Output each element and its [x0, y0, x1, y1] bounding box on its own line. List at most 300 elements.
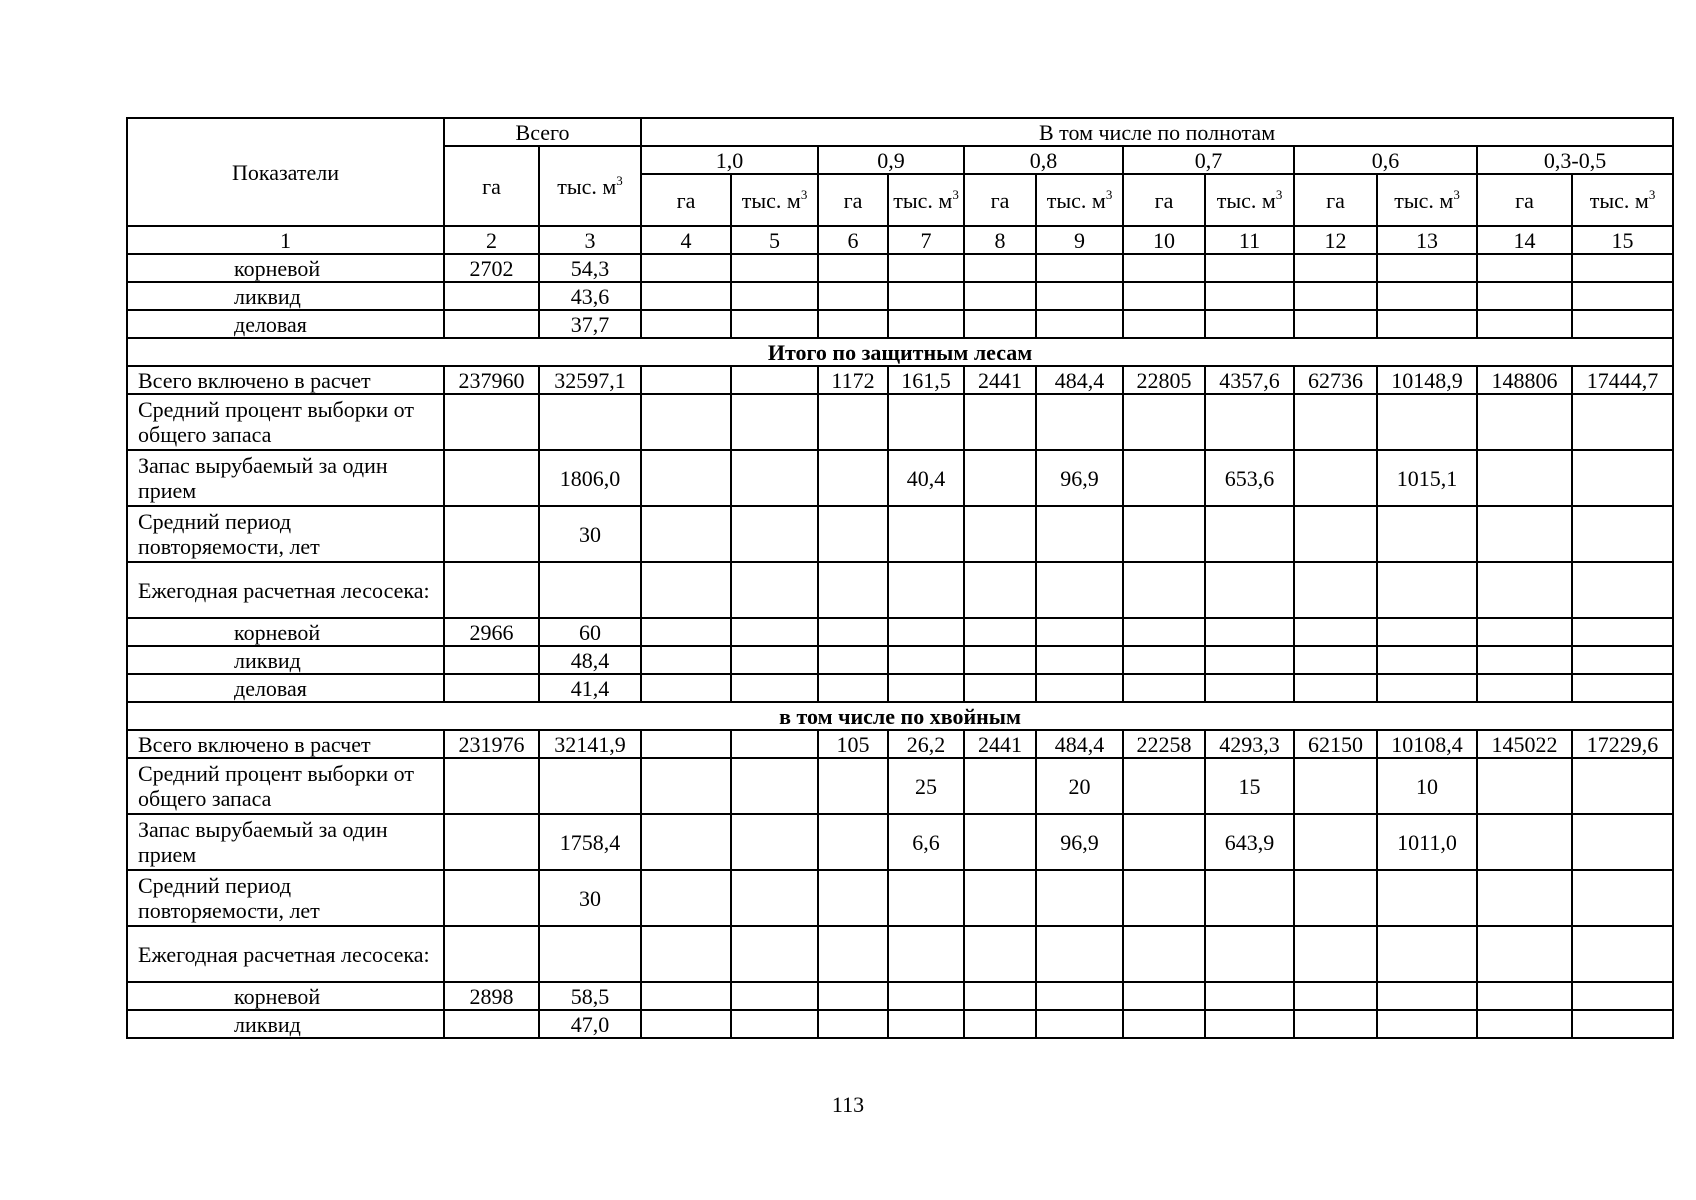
table-cell: 1011,0 — [1377, 814, 1477, 870]
table-cell — [818, 870, 888, 926]
table-cell — [1294, 758, 1377, 814]
table-cell — [641, 814, 731, 870]
table-cell — [731, 1010, 818, 1038]
unit-text: тыс. м — [1589, 187, 1649, 213]
table-cell — [818, 814, 888, 870]
table-cell — [1294, 646, 1377, 674]
table-cell — [641, 254, 731, 282]
table-cell — [1377, 982, 1477, 1010]
table-cell — [818, 1010, 888, 1038]
forest-data-table — [126, 117, 1674, 1039]
header-density-0-8: 0,8 — [964, 146, 1123, 174]
unit-text: тыс. м — [1046, 187, 1106, 213]
table-row — [127, 310, 1673, 338]
table-cell — [888, 506, 964, 562]
unit-text: тыс. м — [893, 187, 953, 213]
header-unit-ha: га — [1123, 174, 1205, 226]
table-cell — [1036, 254, 1123, 282]
row-label: Всего включено в расчет — [127, 366, 444, 394]
table-cell: 10148,9 — [1377, 366, 1477, 394]
table-cell — [1572, 282, 1673, 310]
table-cell — [1572, 562, 1673, 618]
unit-text: тыс. м — [1216, 187, 1276, 213]
table-cell — [1477, 870, 1572, 926]
table-cell — [888, 646, 964, 674]
table-cell — [964, 254, 1036, 282]
header-total: Всего — [444, 118, 641, 146]
table-row — [127, 366, 1673, 394]
table-cell — [1123, 870, 1205, 926]
table-cell — [731, 562, 818, 618]
table-cell — [731, 254, 818, 282]
table-row — [127, 982, 1673, 1010]
table-cell: 17444,7 — [1572, 366, 1673, 394]
section-header-row — [127, 702, 1673, 730]
table-cell — [731, 646, 818, 674]
table-cell — [1377, 562, 1477, 618]
column-number: 10 — [1123, 226, 1205, 254]
table-cell: 1806,0 — [539, 450, 641, 506]
table-cell: 41,4 — [539, 674, 641, 702]
column-number: 6 — [818, 226, 888, 254]
table-cell: 231976 — [444, 730, 539, 758]
table-cell: 47,0 — [539, 1010, 641, 1038]
table-cell — [1294, 310, 1377, 338]
table-cell — [641, 394, 731, 450]
column-number: 12 — [1294, 226, 1377, 254]
header-indicators: Показатели — [127, 118, 444, 226]
table-cell — [1377, 394, 1477, 450]
unit-exponent: 3 — [1275, 186, 1283, 202]
table-cell — [888, 1010, 964, 1038]
table-cell — [964, 282, 1036, 310]
table-cell — [731, 310, 818, 338]
table-cell — [444, 1010, 539, 1038]
table-cell — [444, 646, 539, 674]
table-cell — [1294, 282, 1377, 310]
table-cell: 58,5 — [539, 982, 641, 1010]
table-cell — [818, 758, 888, 814]
table-cell — [1572, 394, 1673, 450]
table-cell: 32597,1 — [539, 366, 641, 394]
table-cell: 6,6 — [888, 814, 964, 870]
column-number: 2 — [444, 226, 539, 254]
header-unit-volume — [1377, 174, 1477, 226]
table-row — [127, 870, 1673, 926]
table-cell — [539, 562, 641, 618]
table-cell — [964, 394, 1036, 450]
table-cell — [964, 982, 1036, 1010]
table-cell — [888, 870, 964, 926]
row-label: Ежегодная расчетная лесосека: — [127, 926, 444, 982]
table-cell — [1205, 562, 1294, 618]
table-cell — [964, 310, 1036, 338]
table-cell: 1015,1 — [1377, 450, 1477, 506]
table-cell — [888, 674, 964, 702]
table-cell — [1477, 926, 1572, 982]
table-cell — [1477, 394, 1572, 450]
row-label: Запас вырубаемый за один прием — [127, 814, 444, 870]
table-cell — [444, 562, 539, 618]
table-cell — [641, 366, 731, 394]
table-cell: 2441 — [964, 366, 1036, 394]
table-cell: 60 — [539, 618, 641, 646]
table-cell — [1036, 618, 1123, 646]
table-cell: 643,9 — [1205, 814, 1294, 870]
table-cell — [818, 450, 888, 506]
header-density-0-9: 0,9 — [818, 146, 964, 174]
header-by-density: В том числе по полнотам — [641, 118, 1673, 146]
table-row — [127, 674, 1673, 702]
table-cell — [641, 562, 731, 618]
table-cell — [1294, 982, 1377, 1010]
table-cell — [818, 926, 888, 982]
row-label: Ежегодная расчетная лесосека: — [127, 562, 444, 618]
table-cell — [444, 450, 539, 506]
table-cell: 1172 — [818, 366, 888, 394]
column-number: 1 — [127, 226, 444, 254]
table-cell — [1477, 1010, 1572, 1038]
header-unit-volume — [1205, 174, 1294, 226]
row-label: ликвид — [127, 282, 444, 310]
column-number: 7 — [888, 226, 964, 254]
table-cell — [1572, 814, 1673, 870]
table-cell — [964, 506, 1036, 562]
table-cell: 145022 — [1477, 730, 1572, 758]
table-cell — [539, 926, 641, 982]
table-cell: 10108,4 — [1377, 730, 1477, 758]
table-cell — [1036, 506, 1123, 562]
column-numbers-row — [127, 226, 1673, 254]
table-cell — [731, 982, 818, 1010]
header-total-volume: тыс. $м^3$ — [539, 146, 641, 226]
table-cell — [1294, 562, 1377, 618]
table-cell: 17229,6 — [1572, 730, 1673, 758]
table-cell — [1377, 674, 1477, 702]
table-cell — [1123, 254, 1205, 282]
section-title: Итого по защитным лесам — [127, 338, 1673, 366]
table-cell — [1477, 674, 1572, 702]
table-row — [127, 730, 1673, 758]
table-cell — [1294, 1010, 1377, 1038]
table-cell — [1036, 282, 1123, 310]
table-cell — [641, 1010, 731, 1038]
row-label: корневой — [127, 254, 444, 282]
column-number: 15 — [1572, 226, 1673, 254]
table-cell — [539, 394, 641, 450]
table-cell — [964, 758, 1036, 814]
table-cell — [1123, 282, 1205, 310]
table-cell: 148806 — [1477, 366, 1572, 394]
table-cell: 653,6 — [1205, 450, 1294, 506]
table-row — [127, 646, 1673, 674]
header-unit-volume — [1036, 174, 1123, 226]
table-cell: 4357,6 — [1205, 366, 1294, 394]
table-cell — [444, 926, 539, 982]
table-cell — [1205, 674, 1294, 702]
table-cell — [1572, 254, 1673, 282]
table-row — [127, 926, 1673, 982]
table-cell — [1477, 562, 1572, 618]
table-cell — [1572, 870, 1673, 926]
table-cell — [1123, 674, 1205, 702]
table-cell — [641, 646, 731, 674]
table-cell: 20 — [1036, 758, 1123, 814]
table-cell — [1377, 254, 1477, 282]
table-cell — [731, 926, 818, 982]
table-cell — [731, 366, 818, 394]
table-cell: 40,4 — [888, 450, 964, 506]
table-row — [127, 394, 1673, 450]
table-cell — [1205, 646, 1294, 674]
row-label: корневой — [127, 982, 444, 1010]
table-row — [127, 1010, 1673, 1038]
table-cell: 62736 — [1294, 366, 1377, 394]
column-number: 4 — [641, 226, 731, 254]
table-cell: 484,4 — [1036, 730, 1123, 758]
table-cell — [1572, 618, 1673, 646]
section-header-row — [127, 338, 1673, 366]
table-cell — [444, 814, 539, 870]
unit-exponent: 3 — [800, 186, 808, 202]
table-cell: 25 — [888, 758, 964, 814]
row-label: Запас вырубаемый за один прием — [127, 450, 444, 506]
table-cell — [1123, 1010, 1205, 1038]
table-cell: 105 — [818, 730, 888, 758]
table-cell — [1377, 1010, 1477, 1038]
table-cell — [444, 758, 539, 814]
table-cell — [1377, 618, 1477, 646]
table-cell — [964, 646, 1036, 674]
table-cell — [731, 730, 818, 758]
table-cell — [641, 870, 731, 926]
table-cell — [1123, 562, 1205, 618]
table-row — [127, 618, 1673, 646]
table-cell — [539, 758, 641, 814]
column-number: 13 — [1377, 226, 1477, 254]
table-row — [127, 758, 1673, 814]
column-number: 9 — [1036, 226, 1123, 254]
table-cell — [964, 450, 1036, 506]
table-cell — [1294, 254, 1377, 282]
table-cell — [1123, 310, 1205, 338]
table-cell — [641, 758, 731, 814]
column-number: 14 — [1477, 226, 1572, 254]
header-density-1-0: 1,0 — [641, 146, 818, 174]
table-cell — [1123, 506, 1205, 562]
table-cell: 48,4 — [539, 646, 641, 674]
table-cell — [1123, 394, 1205, 450]
section-title: в том числе по хвойным — [127, 702, 1673, 730]
table-cell — [731, 450, 818, 506]
row-label: Средний процент выборки от общего запаса — [127, 758, 444, 814]
table-cell — [964, 926, 1036, 982]
table-cell: 237960 — [444, 366, 539, 394]
table-cell — [444, 282, 539, 310]
header-unit-volume — [888, 174, 964, 226]
table-cell — [818, 282, 888, 310]
table-cell — [1294, 926, 1377, 982]
table-cell — [641, 926, 731, 982]
table-cell — [1036, 674, 1123, 702]
table-cell — [818, 394, 888, 450]
unit-exponent: 3 — [952, 186, 959, 202]
table-cell — [1205, 310, 1294, 338]
table-cell — [1477, 282, 1572, 310]
table-cell — [731, 758, 818, 814]
table-cell — [444, 674, 539, 702]
table-cell — [1572, 674, 1673, 702]
table-cell — [964, 562, 1036, 618]
column-number: 3 — [539, 226, 641, 254]
header-unit-ha: га — [641, 174, 731, 226]
table-cell — [1572, 926, 1673, 982]
table-cell — [888, 926, 964, 982]
table-cell — [1205, 282, 1294, 310]
table-cell — [964, 618, 1036, 646]
column-number: 11 — [1205, 226, 1294, 254]
row-label: ликвид — [127, 1010, 444, 1038]
table-cell — [731, 618, 818, 646]
table-cell: 22258 — [1123, 730, 1205, 758]
table-cell — [888, 310, 964, 338]
table-cell — [818, 254, 888, 282]
table-cell: 1758,4 — [539, 814, 641, 870]
table-cell: 43,6 — [539, 282, 641, 310]
header-unit-volume — [1572, 174, 1673, 226]
table-cell — [444, 506, 539, 562]
table-cell — [818, 618, 888, 646]
table-cell: 161,5 — [888, 366, 964, 394]
table-cell — [641, 282, 731, 310]
header-row-1 — [127, 118, 1673, 146]
table-cell: 30 — [539, 506, 641, 562]
table-cell — [731, 674, 818, 702]
table-cell — [731, 394, 818, 450]
table-cell — [1123, 618, 1205, 646]
table-cell — [1377, 310, 1477, 338]
table-row — [127, 562, 1673, 618]
table-cell — [888, 394, 964, 450]
table-cell: 4293,3 — [1205, 730, 1294, 758]
table-cell — [1477, 254, 1572, 282]
header-unit-ha: га — [818, 174, 888, 226]
table-cell — [964, 1010, 1036, 1038]
table-cell — [818, 506, 888, 562]
table-cell — [1377, 870, 1477, 926]
table-cell — [1294, 618, 1377, 646]
table-cell — [1036, 1010, 1123, 1038]
table-cell — [641, 674, 731, 702]
table-cell: 37,7 — [539, 310, 641, 338]
table-cell — [1123, 814, 1205, 870]
table-cell — [1123, 646, 1205, 674]
header-total-ha: га — [444, 146, 539, 226]
table-cell — [818, 982, 888, 1010]
table-cell — [1477, 450, 1572, 506]
column-number: 8 — [964, 226, 1036, 254]
table-cell — [1205, 254, 1294, 282]
table-cell — [1036, 926, 1123, 982]
table-cell — [1036, 562, 1123, 618]
table-cell — [888, 282, 964, 310]
unit-exponent: 3 — [1453, 186, 1460, 202]
table-cell — [818, 562, 888, 618]
unit-exponent: 3 — [1648, 186, 1656, 202]
table-cell — [888, 562, 964, 618]
table-cell — [1477, 646, 1572, 674]
page-number: 113 — [831, 1092, 865, 1117]
table-cell — [1036, 310, 1123, 338]
table-cell — [1123, 450, 1205, 506]
row-label: Средний период повторяемости, лет — [127, 870, 444, 926]
table-cell — [1377, 506, 1477, 562]
table-row — [127, 506, 1673, 562]
table-cell — [964, 870, 1036, 926]
table-cell — [1036, 646, 1123, 674]
table-cell: 15 — [1205, 758, 1294, 814]
table-cell: 2898 — [444, 982, 539, 1010]
table-cell: 2702 — [444, 254, 539, 282]
table-cell — [1477, 310, 1572, 338]
row-label: ликвид — [127, 646, 444, 674]
table-cell — [1294, 506, 1377, 562]
table-cell — [1205, 982, 1294, 1010]
column-number: 5 — [731, 226, 818, 254]
table-cell — [641, 982, 731, 1010]
table-cell: 96,9 — [1036, 450, 1123, 506]
table-cell: 10 — [1377, 758, 1477, 814]
table-cell — [731, 506, 818, 562]
table-cell — [1036, 982, 1123, 1010]
table-cell — [1572, 310, 1673, 338]
table-cell — [818, 310, 888, 338]
table-cell — [888, 982, 964, 1010]
table-cell — [1123, 926, 1205, 982]
row-label: деловая — [127, 310, 444, 338]
table-cell: 484,4 — [1036, 366, 1123, 394]
header-unit-ha: га — [1294, 174, 1377, 226]
table-cell — [1123, 982, 1205, 1010]
table-cell — [818, 646, 888, 674]
table-cell — [1572, 450, 1673, 506]
table-cell: 2966 — [444, 618, 539, 646]
table-row — [127, 254, 1673, 282]
table-cell — [1123, 758, 1205, 814]
table-cell — [1377, 926, 1477, 982]
table-cell — [641, 730, 731, 758]
table-cell — [1294, 814, 1377, 870]
table-cell — [888, 618, 964, 646]
table-cell: 54,3 — [539, 254, 641, 282]
table-cell: 62150 — [1294, 730, 1377, 758]
table-cell — [1477, 506, 1572, 562]
table-cell — [1205, 394, 1294, 450]
table-cell — [1205, 618, 1294, 646]
table-cell — [1294, 450, 1377, 506]
table-cell — [444, 310, 539, 338]
header-density-0-7: 0,7 — [1123, 146, 1294, 174]
row-label: Средний процент выборки от общего запаса — [127, 394, 444, 450]
table-cell — [1205, 1010, 1294, 1038]
table-cell — [444, 870, 539, 926]
table-cell — [1205, 870, 1294, 926]
header-density-0-6: 0,6 — [1294, 146, 1477, 174]
table-cell: 26,2 — [888, 730, 964, 758]
unit-text: тыс. м — [1394, 187, 1454, 213]
table-cell — [1294, 674, 1377, 702]
table-cell — [1294, 870, 1377, 926]
